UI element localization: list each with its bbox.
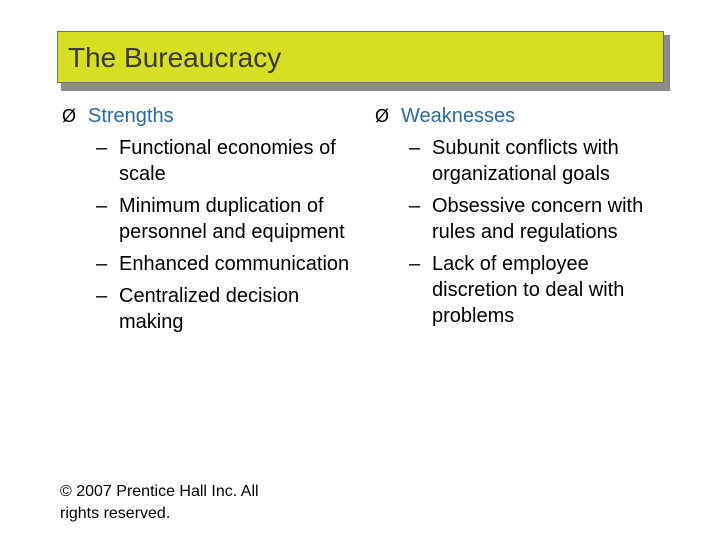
weaknesses-heading	[375, 102, 675, 130]
list-item	[62, 135, 362, 187]
list-item-text: Functional economies of scale	[119, 137, 336, 185]
weaknesses-list	[375, 135, 675, 329]
list-item-text: Lack of employee discretion to deal with problems	[432, 253, 625, 327]
dash-bullet: –	[96, 253, 108, 275]
dash-bullet: –	[96, 285, 108, 307]
copyright-footer: © 2007 Prentice Hall Inc. All rights reserved.	[60, 483, 259, 522]
list-item-text: Centralized decision making	[119, 285, 300, 333]
list-item-text: Enhanced communication	[119, 253, 350, 275]
list-item-text: Subunit conflicts with organizational goals	[432, 137, 619, 185]
strengths-list	[62, 135, 362, 335]
dash-bullet: –	[409, 137, 421, 159]
list-item-text: Minimum duplication of personnel and equipment	[119, 195, 345, 243]
strengths-heading-label: Strengths	[88, 105, 174, 127]
dash-bullet: –	[96, 137, 108, 159]
weaknesses-column	[375, 102, 675, 335]
arrow-bullet-icon: Ø	[62, 106, 77, 126]
list-item-text: Obsessive concern with rules and regulations	[432, 195, 644, 243]
list-item	[375, 251, 675, 329]
list-item	[62, 193, 362, 245]
title-banner	[57, 31, 664, 83]
list-item	[62, 251, 362, 277]
dash-bullet: –	[409, 195, 421, 217]
strengths-column	[62, 102, 362, 341]
list-item	[375, 135, 675, 187]
dash-bullet: –	[409, 253, 421, 275]
dash-bullet: –	[96, 195, 108, 217]
strengths-heading	[62, 102, 362, 130]
list-item	[375, 193, 675, 245]
list-item	[62, 283, 362, 335]
weaknesses-heading-label: Weaknesses	[401, 105, 516, 127]
slide-title: The Bureaucracy	[68, 42, 282, 73]
arrow-bullet-icon: Ø	[375, 106, 390, 126]
